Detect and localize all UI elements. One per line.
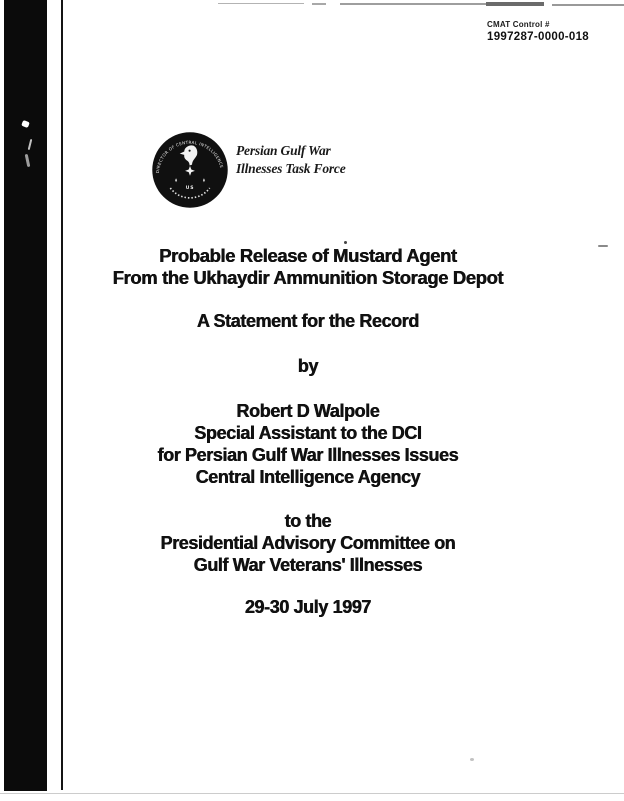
org-name-line2: Illnesses Task Force bbox=[236, 161, 346, 176]
svg-text:DIRECTOR OF CENTRAL INTELLIGEN: DIRECTOR OF CENTRAL INTELLIGENCE bbox=[154, 139, 225, 174]
scan-speck bbox=[25, 154, 31, 167]
author-name: Robert D Walpole bbox=[236, 401, 380, 421]
byline: by bbox=[297, 356, 319, 376]
page-edge-rule bbox=[61, 0, 63, 790]
scan-scratch bbox=[312, 3, 326, 5]
svg-text:US: US bbox=[185, 185, 195, 191]
org-name-line1: Persian Gulf War bbox=[236, 143, 331, 158]
scan-scratch bbox=[218, 3, 304, 4]
recipient-line3: Gulf War Veterans' Illnesses bbox=[193, 555, 423, 575]
title-line-2: From the Ukhaydir Ammunition Storage Depot bbox=[112, 267, 504, 288]
document-title bbox=[0, 245, 616, 289]
recipient-line1: to the bbox=[284, 511, 332, 531]
cmat-control-number: 1997287-0000-018 bbox=[487, 31, 589, 43]
author-role-line2: for Persian Gulf War Illnesses Issues bbox=[157, 445, 459, 465]
author-role-line3: Central Intelligence Agency bbox=[195, 467, 421, 487]
scan-scratch bbox=[340, 3, 486, 5]
scan-speck bbox=[28, 139, 33, 150]
document-subtitle: A Statement for the Record bbox=[197, 311, 419, 331]
scan-artifact-bar bbox=[4, 0, 47, 791]
scan-speck bbox=[21, 120, 30, 128]
cmat-control bbox=[487, 20, 589, 44]
author-block bbox=[0, 400, 616, 488]
org-name bbox=[236, 142, 346, 178]
recipient-block bbox=[0, 510, 616, 576]
recipient-line2: Presidential Advisory Committee on bbox=[160, 533, 456, 553]
scan-scratch bbox=[552, 4, 624, 6]
scan-speck bbox=[344, 241, 347, 244]
title-line-1: Probable Release of Mustard Agent bbox=[159, 245, 457, 266]
cia-seal-icon bbox=[149, 127, 231, 213]
scan-speck bbox=[470, 758, 474, 761]
author-role-line1: Special Assistant to the DCI bbox=[194, 423, 422, 443]
scan-scratch bbox=[486, 2, 544, 6]
document-date: 29-30 July 1997 bbox=[244, 597, 372, 617]
scan-hairline bbox=[0, 793, 624, 794]
cmat-control-label: CMAT Control # bbox=[487, 20, 550, 29]
